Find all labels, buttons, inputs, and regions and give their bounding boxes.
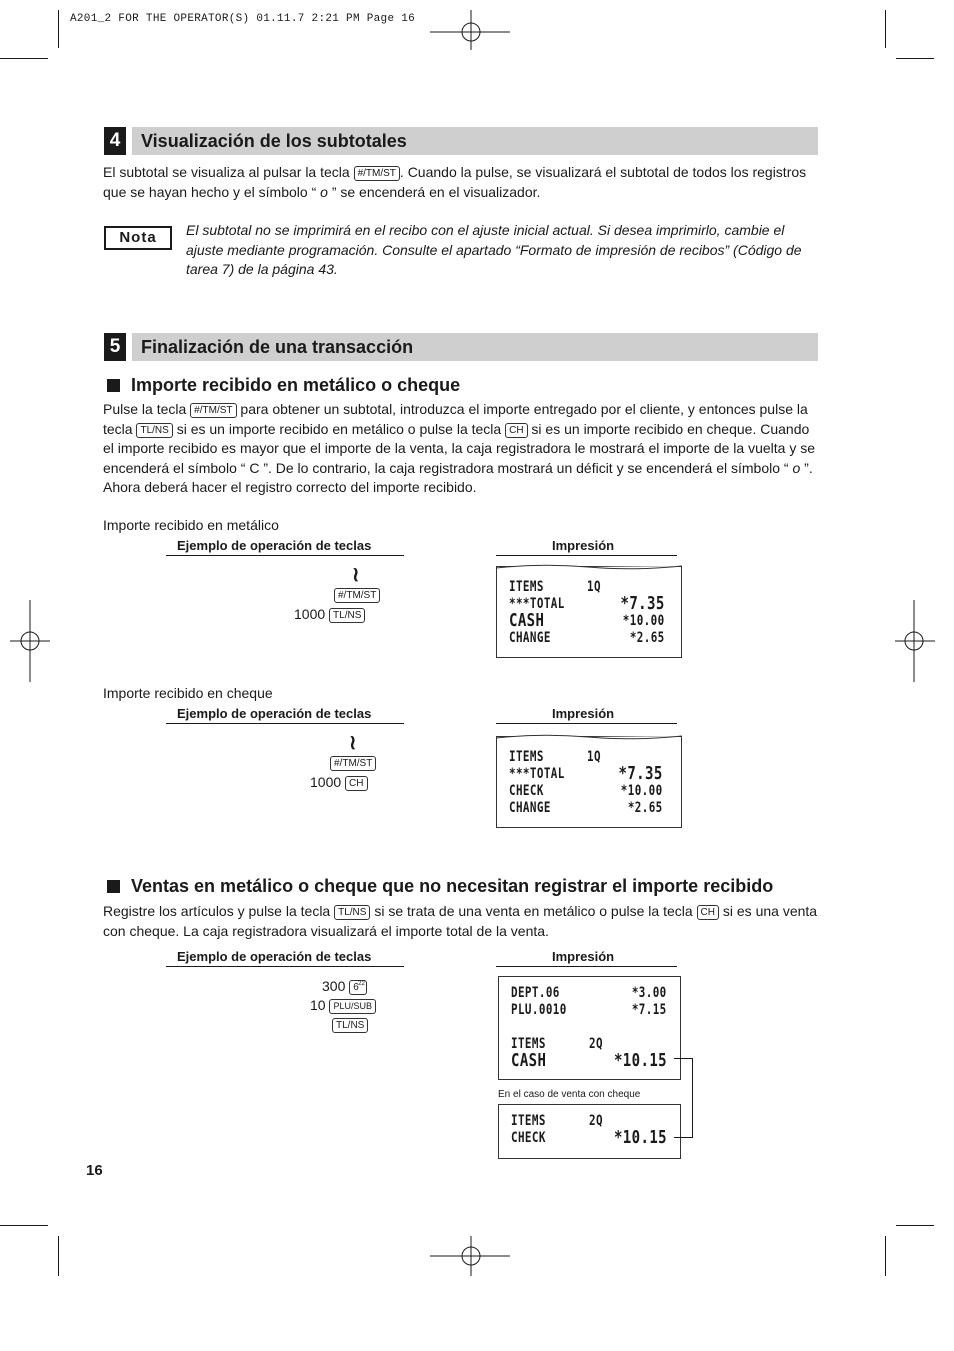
amount: 1000	[294, 606, 326, 622]
registration-mark-right	[895, 600, 935, 682]
column-rule	[496, 966, 677, 967]
receipt-label: ITEMS	[509, 579, 544, 595]
receipt-label: CHECK	[511, 1130, 546, 1146]
key-sequence	[334, 586, 380, 604]
receipt-line	[509, 630, 665, 647]
crop-mark	[0, 1225, 48, 1226]
bracket-line	[674, 1137, 693, 1138]
receipt-value: *7.35	[620, 593, 665, 614]
column-head-print: Impresión	[552, 949, 615, 964]
receipt-value: *7.15	[632, 1002, 667, 1018]
section-title-bar	[132, 127, 818, 155]
text: para obtener un subtotal, introduzca el importe entregado por el cliente, y entonces pulse la tecla	[103, 401, 808, 437]
receipt-line	[509, 783, 663, 800]
key-sequence	[322, 978, 367, 995]
registration-mark-top	[430, 10, 510, 50]
note-badge	[104, 226, 172, 250]
column-head-keys: Ejemplo de operación de teclas	[177, 706, 372, 721]
receipt-value: 1Q	[587, 579, 601, 595]
receipt-label: CASH	[509, 610, 545, 631]
sub2-paragraph	[103, 902, 819, 941]
subtotal-key: #/TM/ST	[330, 756, 376, 771]
check-key: CH	[505, 423, 527, 438]
key-sequence	[332, 1016, 368, 1033]
receipt-value: 2Q	[589, 1113, 603, 1129]
receipt-label: ***TOTAL	[509, 596, 565, 612]
section-title: Finalización de una transacción	[141, 337, 414, 357]
section4-paragraph	[103, 163, 818, 202]
receipt-value: *10.00	[623, 613, 665, 629]
crop-mark	[58, 1236, 59, 1276]
receipt-label: PLU.0010	[511, 1002, 567, 1018]
crop-mark	[885, 1236, 886, 1276]
section-number: 4	[104, 127, 126, 155]
receipt-value: *2.65	[630, 630, 665, 646]
column-head-print: Impresión	[552, 706, 615, 721]
text: si es un importe recibido en cheque. Cuando el importe recibido es mayor que el importe de la venta, la caja registradora le mostrará el importe de la vuelta y se encenderá el símbolo “	[103, 420, 816, 476]
example-caption: Importe recibido en metálico	[103, 517, 279, 533]
receipt-line	[511, 985, 667, 1002]
text: Registre los artículos y pulse la tecla	[103, 903, 335, 919]
crop-mark	[0, 58, 48, 59]
department-key	[349, 980, 367, 995]
key-sequence	[330, 754, 376, 772]
key-sequence	[310, 997, 376, 1014]
column-rule	[496, 723, 677, 724]
note-label: Nota	[106, 228, 170, 248]
check-case-caption: En el caso de venta con cheque	[498, 1089, 641, 1100]
receipt-label: ITEMS	[511, 1036, 546, 1052]
receipt-line	[511, 1050, 667, 1071]
receipt-value: *3.00	[632, 985, 667, 1001]
text: si es un importe recibido en metálico o pulse la tecla	[172, 420, 506, 437]
receipt-line	[509, 763, 663, 784]
key-sup: 22	[358, 981, 365, 987]
receipt-line	[509, 800, 663, 817]
subtotal-symbol: o	[320, 183, 328, 200]
receipt-value: 1Q	[587, 749, 601, 765]
text: . Cuando la pulse, se visualizará el subtotal de todos los registros que se hayan hecho y el símbolo “	[103, 164, 807, 200]
receipt-label: CHANGE	[509, 630, 551, 646]
example-caption: Importe recibido en cheque	[103, 685, 273, 701]
receipt-label: ITEMS	[509, 749, 544, 765]
subheading-no-amount	[107, 876, 773, 897]
receipt-cash	[496, 566, 682, 658]
plu-sub-key: PLU/SUB	[329, 999, 376, 1014]
sub1-paragraph	[103, 400, 821, 498]
subtotal-key: #/TM/ST	[190, 403, 236, 418]
receipt-value: *10.15	[613, 1050, 667, 1071]
text: ”. De lo contrario, la caja registradora mostrará un déficit y se encenderá el símbolo “	[259, 459, 793, 476]
text: Pulse la tecla	[103, 401, 191, 417]
registration-mark-bottom	[430, 1236, 510, 1276]
text: ”. Ahora deberá hacer el registro correcto del importe recibido.	[103, 459, 813, 495]
receipt-label: ***TOTAL	[509, 766, 565, 782]
receipt-value: *10.15	[613, 1127, 667, 1148]
receipt-label: CHANGE	[509, 800, 551, 816]
key-sequence	[310, 774, 368, 791]
receipt-value: *7.35	[618, 763, 663, 784]
check-key: CH	[697, 905, 719, 920]
receipt-line	[511, 1127, 667, 1148]
running-head: A201_2 FOR THE OPERATOR(S) 01.11.7 2:21 PM Page 16	[70, 13, 416, 25]
subheading-text: Ventas en metálico o cheque que no necesitan registrar el importe recibido	[131, 876, 774, 896]
section-title: Visualización de los subtotales	[141, 131, 407, 151]
cash-key: TL/NS	[329, 608, 365, 623]
crop-mark	[58, 10, 59, 48]
receipt-value: *2.65	[628, 800, 663, 816]
crop-mark	[885, 10, 886, 48]
square-bullet-icon	[107, 880, 120, 893]
subtotal-key: #/TM/ST	[354, 166, 400, 181]
check-key: CH	[345, 776, 367, 791]
receipt-label: CASH	[511, 1050, 547, 1071]
receipt-label: DEPT.06	[511, 985, 560, 1001]
receipt-line	[509, 610, 665, 631]
bracket-line	[674, 1058, 692, 1059]
subheading-received-amount	[107, 375, 460, 396]
subheading-text: Importe recibido en metálico o cheque	[131, 375, 461, 395]
receipt-check	[496, 736, 682, 828]
cash-key: TL/NS	[334, 905, 370, 920]
receipt-check-sale	[498, 1104, 681, 1159]
column-head-keys: Ejemplo de operación de teclas	[177, 949, 372, 964]
note-text: El subtotal no se imprimirá en el recibo con el ajuste inicial actual. Si desea imprimirlo, cambie el ajuste mediante programación. Consulte el apartado “Formato de impresión de recibos” (Código de tarea 7) de la página 43.	[186, 222, 802, 277]
column-rule	[496, 555, 677, 556]
cash-key: TL/NS	[332, 1018, 368, 1033]
amount: 10	[310, 997, 326, 1013]
omission-icon: ≀	[352, 564, 360, 586]
receipt-value: 2Q	[589, 1036, 603, 1052]
omission-icon: ≀	[349, 732, 357, 754]
crop-mark	[896, 1225, 934, 1226]
receipt-value: *10.00	[621, 783, 663, 799]
text: El subtotal se visualiza al pulsar la tecla	[103, 164, 354, 180]
shortage-symbol: o	[792, 459, 801, 476]
cash-key: TL/NS	[136, 423, 172, 438]
receipt-label: CHECK	[509, 783, 544, 799]
column-head-keys: Ejemplo de operación de teclas	[177, 538, 372, 553]
receipt-line	[511, 1002, 667, 1019]
square-bullet-icon	[107, 379, 120, 392]
key-sequence	[294, 606, 365, 623]
text: si es una venta con cheque. La caja registradora visualizará el importe total de la venta.	[103, 903, 818, 939]
section-number: 5	[104, 333, 126, 361]
receipt-tear-edge	[496, 733, 682, 741]
receipt-line	[511, 1019, 667, 1036]
receipt-cash-sale	[498, 976, 681, 1080]
bracket-line	[692, 1058, 693, 1138]
page-number: 16	[86, 1162, 103, 1179]
key-label: 6	[353, 982, 359, 993]
receipt-label: ITEMS	[511, 1113, 546, 1129]
section-title-bar	[132, 333, 818, 361]
text: si se trata de una venta en metálico o pulse la tecla	[370, 903, 697, 919]
crop-mark	[896, 58, 934, 59]
column-rule	[166, 966, 404, 967]
column-rule	[166, 723, 404, 724]
registration-mark-left	[10, 600, 50, 682]
amount: 300	[322, 978, 346, 994]
amount: 1000	[310, 774, 342, 790]
change-symbol: C	[249, 459, 260, 476]
subtotal-key: #/TM/ST	[334, 588, 380, 603]
column-rule	[166, 555, 404, 556]
receipt-tear-edge	[496, 563, 682, 571]
text: ” se encenderá en el visualizador.	[327, 183, 541, 200]
column-head-print: Impresión	[552, 538, 615, 553]
